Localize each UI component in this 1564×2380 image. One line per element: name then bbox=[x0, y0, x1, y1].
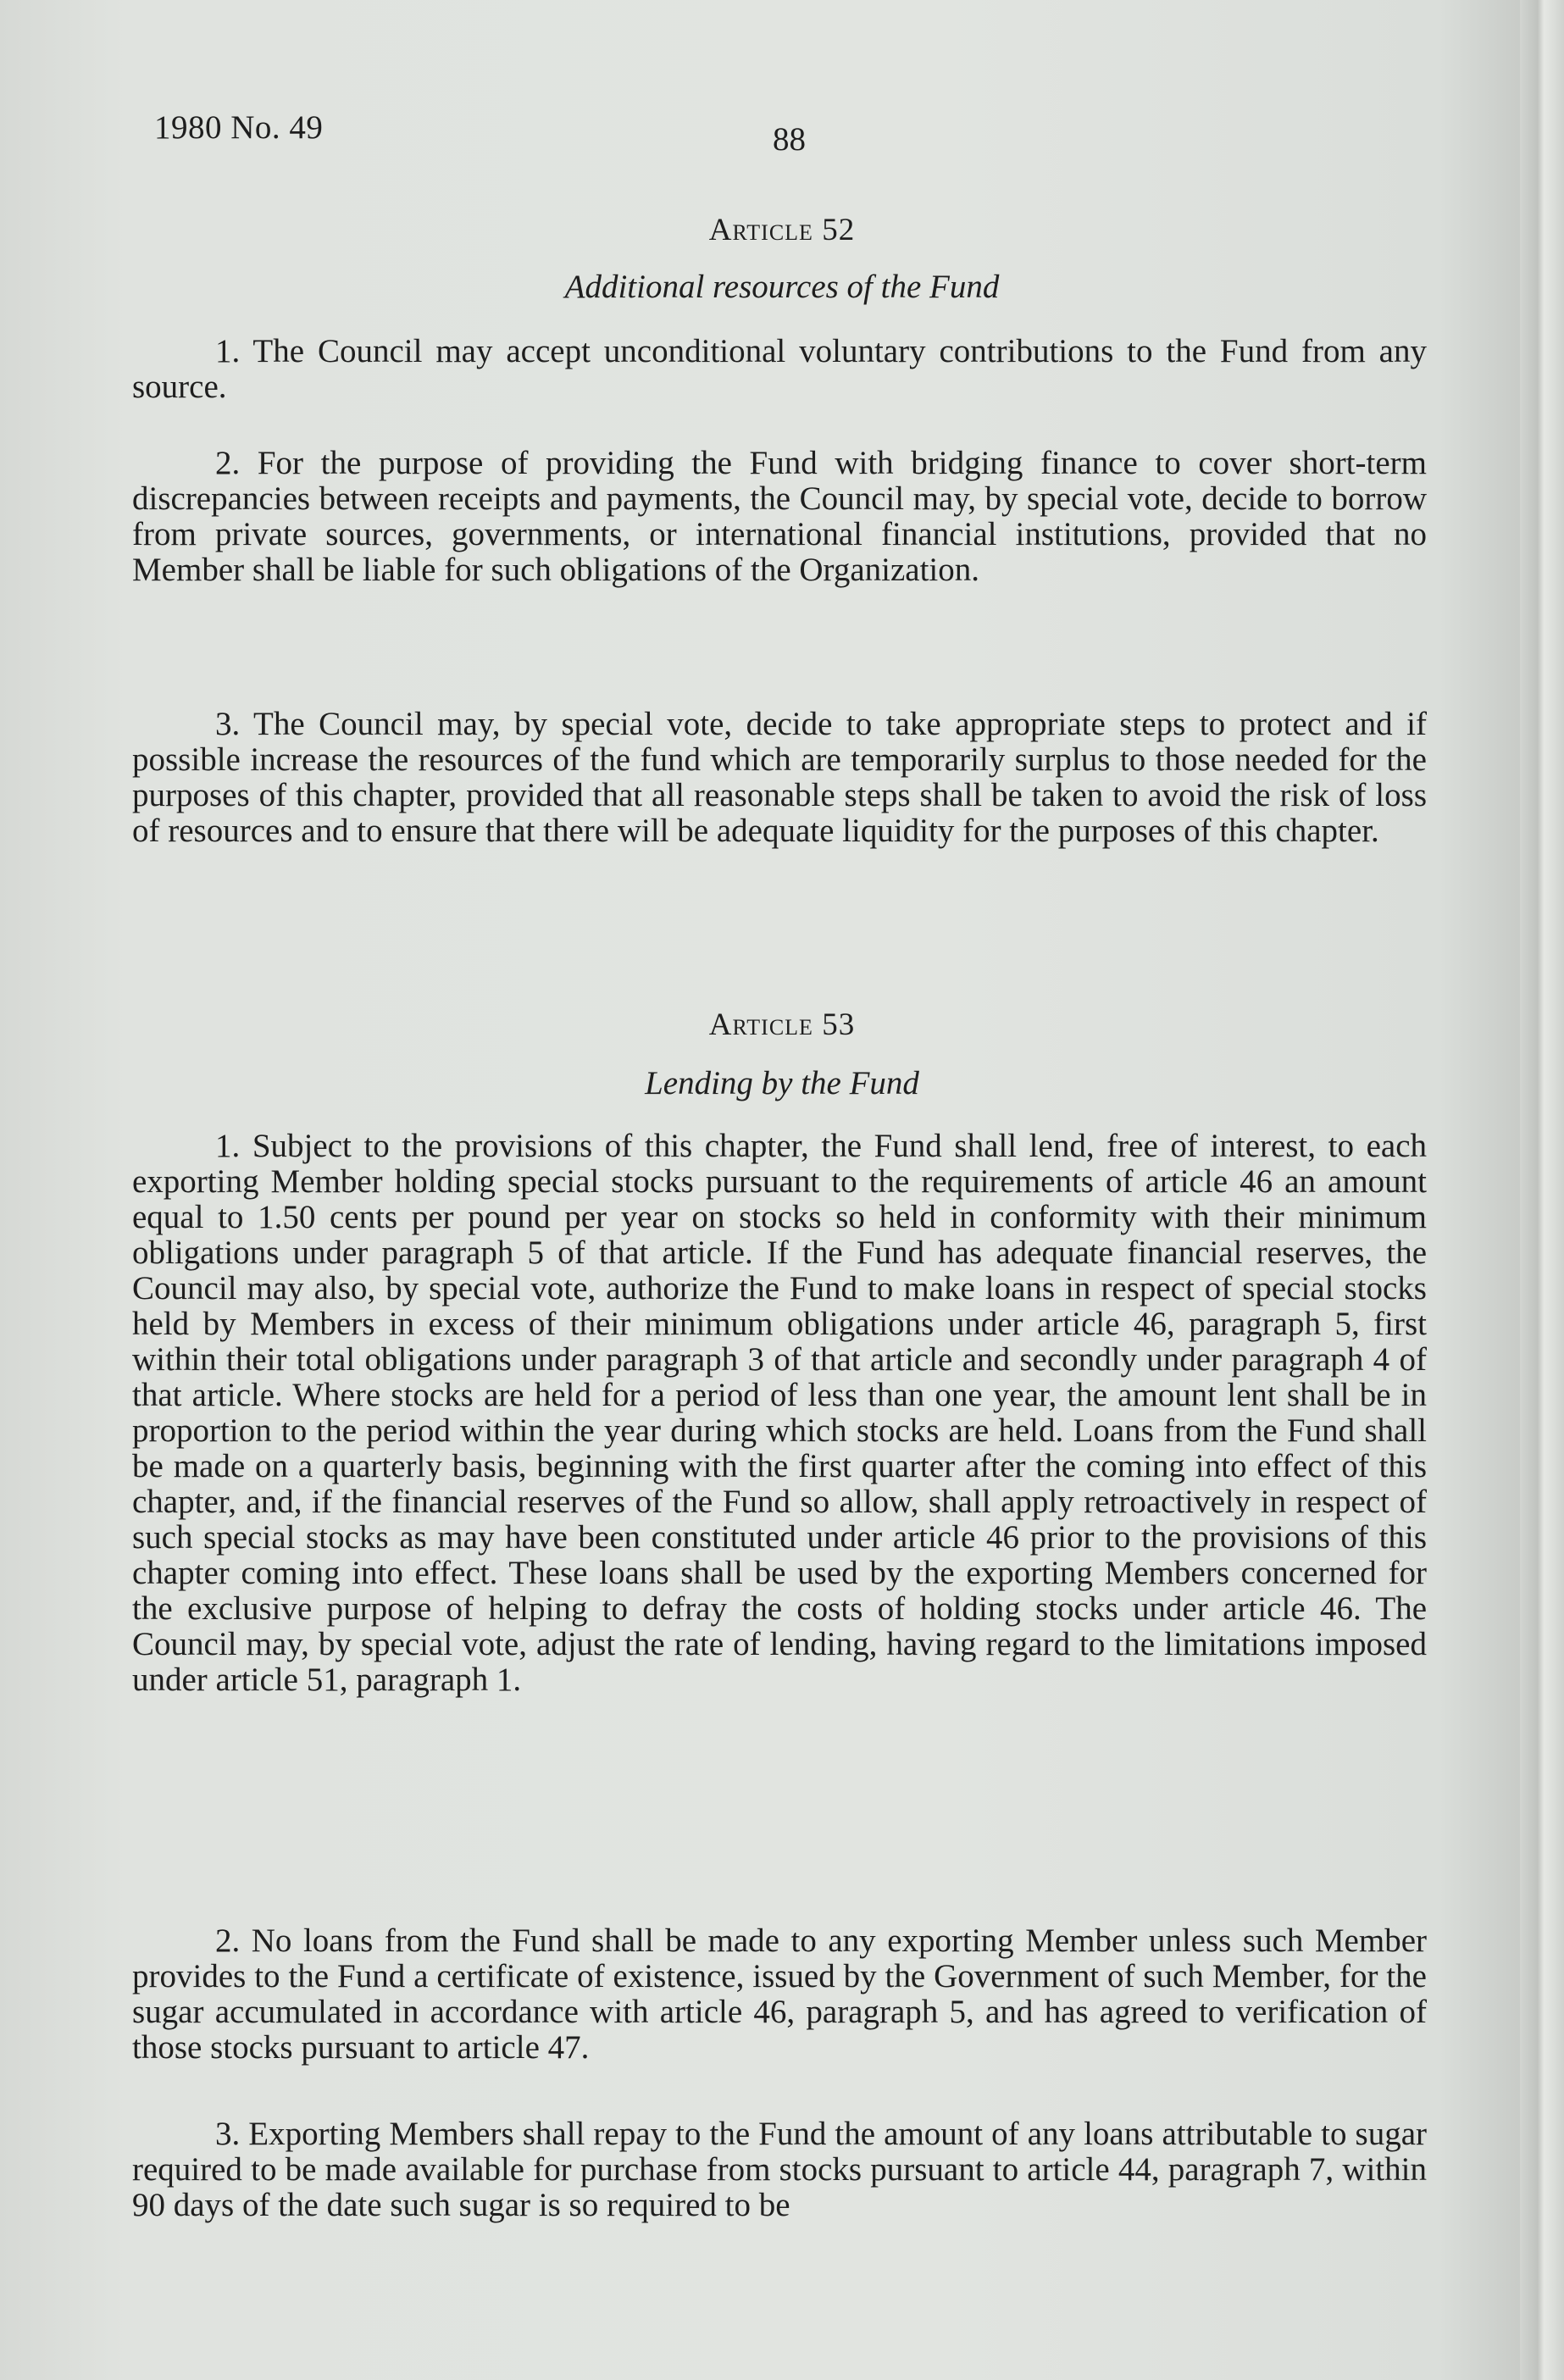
article-52-subtitle: Additional resources of the Fund bbox=[564, 269, 1000, 305]
article-53-subtitle: Lending by the Fund bbox=[645, 1065, 919, 1101]
article-52-title: Article 52 bbox=[708, 213, 856, 247]
article-52-paragraph-1: 1. The Council may accept unconditional voluntary contributions to the Fund from any source. bbox=[132, 333, 1427, 405]
article-53-paragraph-3: 3. Exporting Members shall repay to the Fund the amount of any loans attributable to sugar required to be made available for purchase from stocks pursuant to article 44, paragraph 7, within 90 days of the date such sugar is so required to be bbox=[132, 2116, 1427, 2223]
article-53-paragraph-2: 2. No loans from the Fund shall be made to any exporting Member unless such Member provides to the Fund a certificate of existence, issued by the Government of such Member, for the sugar accumulated in accordance with article 46, paragraph 5, and has agreed to verification of those stocks pursuant to article 47. bbox=[132, 1922, 1427, 2066]
article-53-title: Article 53 bbox=[708, 1007, 856, 1042]
article-53-paragraph-1: 1. Subject to the provisions of this chapter, the Fund shall lend, free of interest, to each exporting Member holding special stocks pursuant to the requirements of article 46 an amount equal to 1.50 cents per pound per year on stocks so held in conformity with their minimum obligations under paragraph 5 of that article. If the Fund has adequate financial reserves, the Council may also, by special vote, authorize the Fund to make loans in respect of special stocks held by Members in excess of their minimum obligations under article 46, paragraph 5, first within their total obligations under paragraph 3 of that article and secondly under paragraph 4 of that article. Where stocks are held for a period of less than one year, the amount lent shall be in proportion to the period within the year during which stocks are held. Loans from the Fund shall be made on a quarterly basis, beginning with the first quarter after the coming into effect of this chapter, and, if the financial reserves of the Fund so allow, shall apply retroactively in respect of such special stocks as may have been constituted under article 46 prior to the provisions of this chapter coming into effect. These loans shall be used by the exporting Members concerned for the exclusive purpose of helping to defray the costs of holding stocks under article 46. The Council may, by special vote, adjust the rate of lending, having regard to the limitations imposed under article 51, paragraph 1. bbox=[132, 1128, 1427, 1698]
document-reference: 1980 No. 49 bbox=[154, 109, 324, 146]
article-52-paragraph-3: 3. The Council may, by special vote, decide to take appropriate steps to protect and if possible increase the resources of the fund which are temporarily surplus to those needed for the purposes of this chapter, provided that all reasonable steps shall be taken to avoid the risk of loss of resources and to ensure that there will be adequate liquidity for the purposes of this chapter. bbox=[132, 706, 1427, 849]
page-number: 88 bbox=[773, 121, 806, 158]
page-edge bbox=[1520, 0, 1564, 2380]
article-52-paragraph-2: 2. For the purpose of providing the Fund with bridging finance to cover short-term discrepancies between receipts and payments, the Council may, by special vote, decide to borrow from private sources, governments, or international financial institutions, provided that no Member shall be liable for such obligations of the Organization. bbox=[132, 445, 1427, 588]
